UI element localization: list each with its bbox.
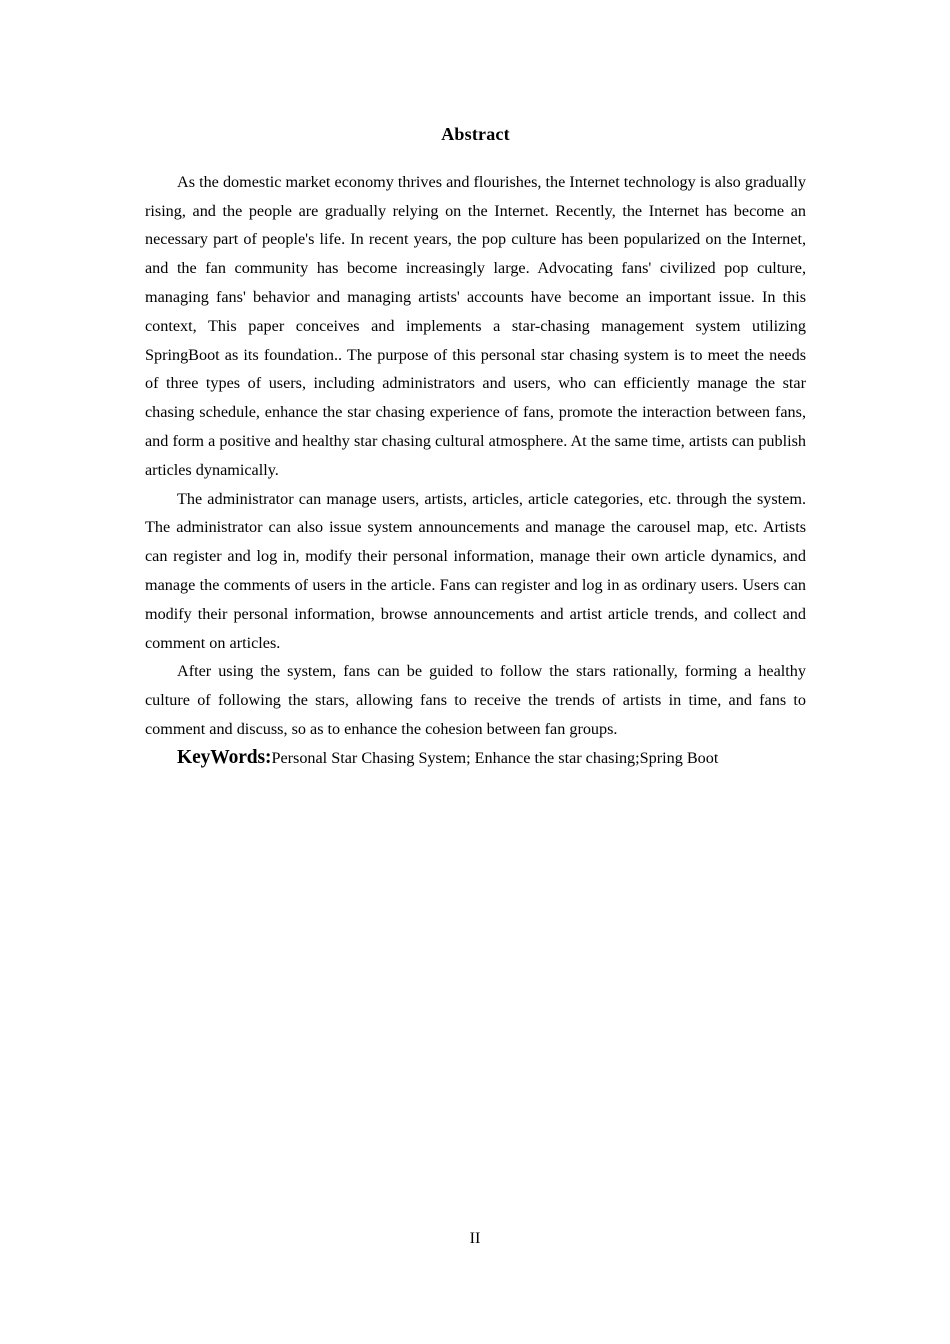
keywords-value: Personal Star Chasing System; Enhance the star chasing;Spring Boot [271, 748, 719, 767]
paragraph-2: The administrator can manage users, artists, articles, article categories, etc. through the system. The administrator can also issue system announcements and manage the carousel map, etc. Artists can register and log in, modify their personal information, manage their own article dynamics, and manage the comments of users in the article. Fans can register and log in as ordinary users. Users can modify their personal information, browse announcements and artist article trends, and collect and comment on articles. [145, 489, 806, 652]
keywords-label: KeyWords: [177, 746, 272, 768]
abstract-section [145, 120, 806, 773]
title-spacer [145, 149, 806, 168]
abstract-body [145, 168, 806, 773]
paragraph-1: As the domestic market economy thrives and flourishes, the Internet technology is also gradually rising, and the people are gradually relying on the Internet. Recently, the Internet has become an necessary part of people's life. In recent years, the pop culture has been popularized on the Internet, and the fan community has become increasingly large. Advocating fans' civilized pop culture, managing fans' behavior and managing artists' accounts have become an important issue. In this context, This paper conceives and implements a star-chasing management system utilizing SpringBoot as its foundation.. The purpose of this personal star chasing system is to meet the needs of three types of users, including administrators and users, who can efficiently manage the star chasing schedule, enhance the star chasing experience of fans, promote the interaction between fans, and form a positive and healthy star chasing cultural atmosphere. At the same time, artists can publish articles dynamically. [145, 172, 806, 479]
page-title: Abstract [441, 124, 510, 144]
paragraph-3: After using the system, fans can be guided to follow the stars rationally, forming a healthy culture of following the stars, allowing fans to receive the trends of artists in time, and fans to comment and discuss, so as to enhance the cohesion between fan groups. [145, 662, 806, 738]
keywords-line [145, 744, 806, 773]
page-number: II [469, 1229, 481, 1247]
